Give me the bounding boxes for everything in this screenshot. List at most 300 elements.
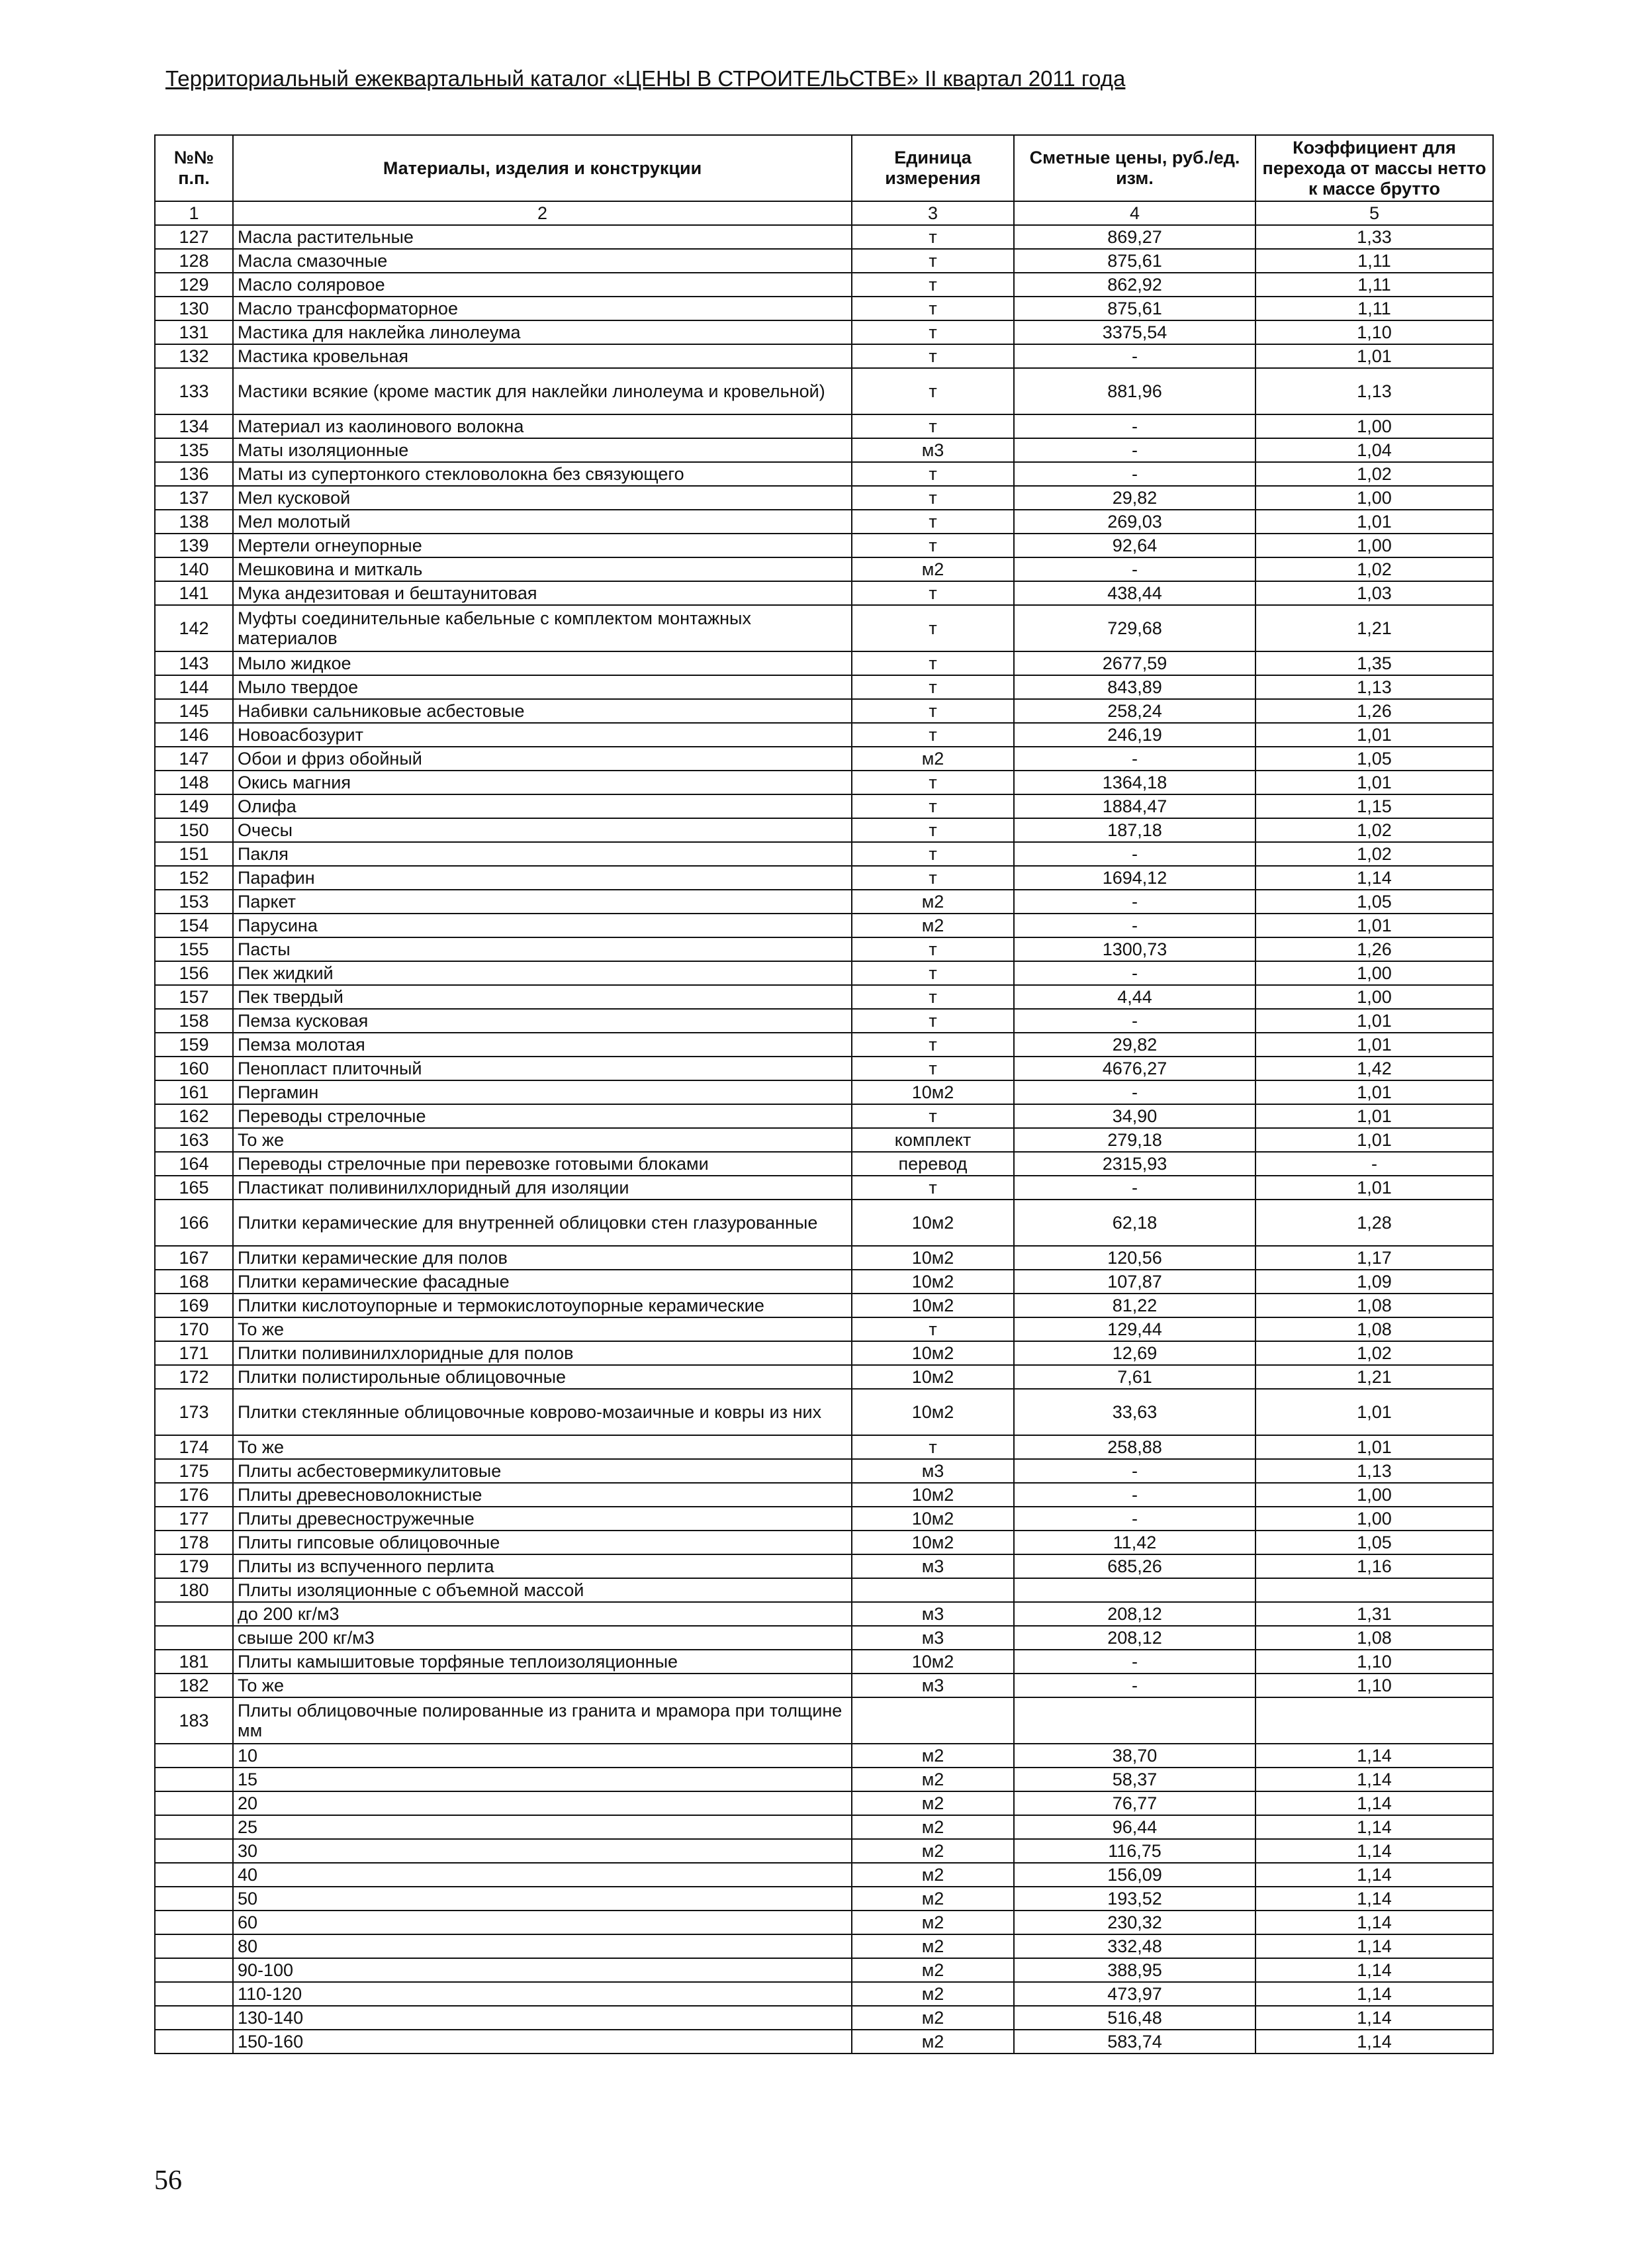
row-number: 162 (155, 1104, 233, 1128)
row-unit: м3 (852, 438, 1014, 462)
table-row (155, 1435, 1493, 1459)
row-coefficient: 1,01 (1255, 1033, 1493, 1057)
table-row (155, 1152, 1493, 1176)
row-price: 33,63 (1014, 1389, 1255, 1435)
row-coefficient: 1,09 (1255, 1270, 1493, 1294)
table-row (155, 249, 1493, 273)
row-price: 230,32 (1014, 1911, 1255, 1934)
row-material-name: Материал из каолинового волокна (233, 414, 852, 438)
table-row (155, 914, 1493, 937)
row-price: 76,77 (1014, 1791, 1255, 1815)
row-unit: м2 (852, 1863, 1014, 1887)
row-material-name: Плитки стеклянные облицовочные коврово-мозаичные и ковры из них (233, 1389, 852, 1435)
row-coefficient: 1,02 (1255, 462, 1493, 486)
row-material-name: Плиты облицовочные полированные из гранита и мрамора при толщине мм (233, 1697, 852, 1744)
row-material-name: Маты изоляционные (233, 438, 852, 462)
col-number: 3 (852, 201, 1014, 225)
row-number: 143 (155, 651, 233, 675)
row-coefficient: 1,13 (1255, 675, 1493, 699)
row-number: 156 (155, 961, 233, 985)
row-coefficient: 1,11 (1255, 273, 1493, 297)
row-number: 183 (155, 1697, 233, 1744)
row-price: 2677,59 (1014, 651, 1255, 675)
row-price: 1300,73 (1014, 937, 1255, 961)
row-unit: т (852, 1317, 1014, 1341)
row-material-name: Масла растительные (233, 225, 852, 249)
row-coefficient: 1,21 (1255, 1365, 1493, 1389)
row-material-name: Пек жидкий (233, 961, 852, 985)
table-row (155, 1080, 1493, 1104)
row-unit: 10м2 (852, 1080, 1014, 1104)
row-number: 141 (155, 581, 233, 605)
row-unit: т (852, 842, 1014, 866)
row-price: 862,92 (1014, 273, 1255, 297)
row-material-name: Олифа (233, 794, 852, 818)
table-row (155, 1483, 1493, 1507)
row-number: 137 (155, 486, 233, 510)
table-row (155, 890, 1493, 914)
row-number: 167 (155, 1246, 233, 1270)
row-number: 166 (155, 1200, 233, 1246)
table-row (155, 1104, 1493, 1128)
row-unit: т (852, 675, 1014, 699)
row-material-name: Плитки полистирольные облицовочные (233, 1365, 852, 1389)
row-unit: т (852, 818, 1014, 842)
row-material-name: до 200 кг/м3 (233, 1602, 852, 1626)
row-unit: т (852, 1033, 1014, 1057)
row-coefficient: 1,00 (1255, 961, 1493, 985)
table-body (155, 225, 1493, 2054)
row-coefficient: 1,01 (1255, 1009, 1493, 1033)
row-coefficient: 1,04 (1255, 438, 1493, 462)
row-material-name: То же (233, 1128, 852, 1152)
row-number (155, 1744, 233, 1768)
row-number: 168 (155, 1270, 233, 1294)
row-coefficient: 1,03 (1255, 581, 1493, 605)
table-row (155, 1674, 1493, 1697)
row-number: 161 (155, 1080, 233, 1104)
table-row (155, 225, 1493, 249)
row-material-name: Плиты древесноволокнистые (233, 1483, 852, 1507)
row-coefficient: 1,00 (1255, 1507, 1493, 1531)
row-price: 583,74 (1014, 2030, 1255, 2054)
row-material-name: Мастика для наклейка линолеума (233, 320, 852, 344)
row-price: - (1014, 1009, 1255, 1033)
page-header: Территориальный ежеквартальный каталог «ЦЕНЫ В СТРОИТЕЛЬСТВЕ» II квартал 2011 года (165, 66, 1126, 91)
table-row (155, 414, 1493, 438)
row-unit (852, 1697, 1014, 1744)
row-price: 279,18 (1014, 1128, 1255, 1152)
row-price: - (1014, 747, 1255, 771)
row-number (155, 1839, 233, 1863)
row-price: - (1014, 1459, 1255, 1483)
row-coefficient: 1,14 (1255, 2030, 1493, 2054)
row-material-name: Мертели огнеупорные (233, 534, 852, 557)
row-coefficient: 1,02 (1255, 1341, 1493, 1365)
row-price: 3375,54 (1014, 320, 1255, 344)
row-unit: т (852, 961, 1014, 985)
row-material-name: 150-160 (233, 2030, 852, 2054)
row-unit: 10м2 (852, 1365, 1014, 1389)
row-material-name: 25 (233, 1815, 852, 1839)
row-number: 136 (155, 462, 233, 486)
row-coefficient: 1,14 (1255, 2006, 1493, 2030)
row-unit: м2 (852, 557, 1014, 581)
row-unit: т (852, 225, 1014, 249)
row-price: 58,37 (1014, 1768, 1255, 1791)
row-number: 157 (155, 985, 233, 1009)
table-row (155, 1768, 1493, 1791)
row-coefficient: 1,05 (1255, 1531, 1493, 1554)
row-unit: м2 (852, 1958, 1014, 1982)
table-row (155, 1982, 1493, 2006)
row-number (155, 1863, 233, 1887)
row-number: 159 (155, 1033, 233, 1057)
row-price: - (1014, 438, 1255, 462)
row-price: - (1014, 842, 1255, 866)
table-row (155, 1863, 1493, 1887)
row-coefficient: 1,14 (1255, 1839, 1493, 1863)
table-row (155, 1246, 1493, 1270)
table-row (155, 842, 1493, 866)
row-material-name: То же (233, 1435, 852, 1459)
row-price: 516,48 (1014, 2006, 1255, 2030)
row-coefficient: 1,01 (1255, 1176, 1493, 1200)
row-material-name: Очесы (233, 818, 852, 842)
row-coefficient: 1,14 (1255, 1887, 1493, 1911)
row-material-name: Плиты древесностружечные (233, 1507, 852, 1531)
price-table (154, 134, 1494, 2054)
row-unit: т (852, 1176, 1014, 1200)
row-material-name: Плиты гипсовые облицовочные (233, 1531, 852, 1554)
row-price: 388,95 (1014, 1958, 1255, 1982)
row-material-name: Масла смазочные (233, 249, 852, 273)
table-row (155, 1958, 1493, 1982)
table-row (155, 273, 1493, 297)
col-number: 2 (233, 201, 852, 225)
row-number: 147 (155, 747, 233, 771)
row-coefficient: 1,01 (1255, 771, 1493, 794)
row-coefficient: 1,10 (1255, 1650, 1493, 1674)
table-row (155, 1365, 1493, 1389)
row-unit: м2 (852, 1744, 1014, 1768)
row-number: 174 (155, 1435, 233, 1459)
row-number: 178 (155, 1531, 233, 1554)
row-material-name: 30 (233, 1839, 852, 1863)
row-price: - (1014, 1483, 1255, 1507)
row-price: 246,19 (1014, 723, 1255, 747)
row-unit: т (852, 297, 1014, 320)
table-row (155, 534, 1493, 557)
row-material-name: Плитки керамические для внутренней облицовки стен глазурованные (233, 1200, 852, 1246)
row-unit: 10м2 (852, 1650, 1014, 1674)
row-coefficient: 1,13 (1255, 368, 1493, 414)
row-coefficient: 1,16 (1255, 1554, 1493, 1578)
row-material-name: Плиты асбестовермикулитовые (233, 1459, 852, 1483)
row-number: 140 (155, 557, 233, 581)
row-unit: т (852, 699, 1014, 723)
row-price: - (1014, 1650, 1255, 1674)
table-row (155, 675, 1493, 699)
row-unit: т (852, 249, 1014, 273)
row-number: 134 (155, 414, 233, 438)
row-number: 171 (155, 1341, 233, 1365)
table-row (155, 297, 1493, 320)
row-material-name: Парафин (233, 866, 852, 890)
row-unit: м2 (852, 1911, 1014, 1934)
row-material-name: Масло соляровое (233, 273, 852, 297)
row-price: 156,09 (1014, 1863, 1255, 1887)
row-unit: м3 (852, 1602, 1014, 1626)
row-number: 154 (155, 914, 233, 937)
row-material-name: Пенопласт плиточный (233, 1057, 852, 1080)
row-price: 129,44 (1014, 1317, 1255, 1341)
row-material-name: Набивки сальниковые асбестовые (233, 699, 852, 723)
row-coefficient: 1,05 (1255, 747, 1493, 771)
row-price (1014, 1578, 1255, 1602)
row-number: 152 (155, 866, 233, 890)
row-material-name: Новоасбозурит (233, 723, 852, 747)
row-price: 38,70 (1014, 1744, 1255, 1768)
row-coefficient: - (1255, 1152, 1493, 1176)
row-coefficient: 1,15 (1255, 794, 1493, 818)
row-coefficient: 1,02 (1255, 818, 1493, 842)
row-number: 130 (155, 297, 233, 320)
row-coefficient: 1,14 (1255, 1791, 1493, 1815)
col-header-unit: Единица измерения (852, 135, 1014, 201)
row-material-name: Окись магния (233, 771, 852, 794)
row-number: 165 (155, 1176, 233, 1200)
row-unit: м2 (852, 1934, 1014, 1958)
col-header-price: Сметные цены, руб./ед. изм. (1014, 135, 1255, 201)
row-number: 182 (155, 1674, 233, 1697)
row-material-name: 20 (233, 1791, 852, 1815)
row-material-name: Переводы стрелочные (233, 1104, 852, 1128)
row-price: 875,61 (1014, 249, 1255, 273)
row-coefficient: 1,10 (1255, 320, 1493, 344)
table-row (155, 510, 1493, 534)
row-material-name: 110-120 (233, 1982, 852, 2006)
row-number: 144 (155, 675, 233, 699)
table-row (155, 486, 1493, 510)
row-material-name: Муфты соединительные кабельные с комплектом монтажных материалов (233, 605, 852, 651)
row-material-name: Мыло жидкое (233, 651, 852, 675)
row-coefficient: 1,14 (1255, 1982, 1493, 2006)
row-number: 158 (155, 1009, 233, 1033)
row-coefficient: 1,01 (1255, 1435, 1493, 1459)
row-material-name: Масло трансформаторное (233, 297, 852, 320)
row-unit: т (852, 486, 1014, 510)
row-price: 29,82 (1014, 1033, 1255, 1057)
row-number (155, 1887, 233, 1911)
table-row (155, 1317, 1493, 1341)
col-header-num: №№ п.п. (155, 135, 233, 201)
row-coefficient: 1,08 (1255, 1626, 1493, 1650)
row-coefficient: 1,17 (1255, 1246, 1493, 1270)
row-unit: 10м2 (852, 1200, 1014, 1246)
row-coefficient: 1,00 (1255, 414, 1493, 438)
row-unit: м2 (852, 747, 1014, 771)
row-price: 843,89 (1014, 675, 1255, 699)
row-unit: 10м2 (852, 1294, 1014, 1317)
row-number: 155 (155, 937, 233, 961)
row-unit: т (852, 534, 1014, 557)
row-coefficient: 1,14 (1255, 866, 1493, 890)
table-row (155, 1057, 1493, 1080)
table-row (155, 1602, 1493, 1626)
row-unit: 10м2 (852, 1246, 1014, 1270)
row-price: - (1014, 557, 1255, 581)
row-price: - (1014, 344, 1255, 368)
row-price: 81,22 (1014, 1294, 1255, 1317)
row-number: 164 (155, 1152, 233, 1176)
row-material-name: Плиты из вспученного перлита (233, 1554, 852, 1578)
row-unit: м2 (852, 914, 1014, 937)
row-price: - (1014, 1176, 1255, 1200)
table-row (155, 1554, 1493, 1578)
table-row (155, 2030, 1493, 2054)
table-row (155, 1887, 1493, 1911)
row-number: 176 (155, 1483, 233, 1507)
row-unit: 10м2 (852, 1270, 1014, 1294)
row-coefficient: 1,14 (1255, 1815, 1493, 1839)
row-unit: т (852, 605, 1014, 651)
row-unit: т (852, 866, 1014, 890)
row-unit: т (852, 794, 1014, 818)
row-unit: м2 (852, 1768, 1014, 1791)
col-number: 5 (1255, 201, 1493, 225)
row-material-name: То же (233, 1674, 852, 1697)
row-price: 1884,47 (1014, 794, 1255, 818)
row-price: 12,69 (1014, 1341, 1255, 1365)
table-row (155, 1626, 1493, 1650)
row-number: 148 (155, 771, 233, 794)
table-row (155, 1294, 1493, 1317)
row-coefficient: 1,13 (1255, 1459, 1493, 1483)
row-price: 29,82 (1014, 486, 1255, 510)
row-coefficient: 1,01 (1255, 1104, 1493, 1128)
table-row (155, 1650, 1493, 1674)
row-material-name: Мел молотый (233, 510, 852, 534)
row-unit: м2 (852, 2030, 1014, 2054)
row-unit: т (852, 273, 1014, 297)
row-coefficient: 1,42 (1255, 1057, 1493, 1080)
row-unit: м3 (852, 1674, 1014, 1697)
table-row (155, 723, 1493, 747)
row-price: 208,12 (1014, 1626, 1255, 1650)
row-number: 149 (155, 794, 233, 818)
row-material-name: Пластикат поливинилхлоридный для изоляции (233, 1176, 852, 1200)
table-row (155, 557, 1493, 581)
row-price: - (1014, 1507, 1255, 1531)
row-number: 129 (155, 273, 233, 297)
row-coefficient: 1,28 (1255, 1200, 1493, 1246)
row-price: 193,52 (1014, 1887, 1255, 1911)
table-row (155, 1200, 1493, 1246)
row-number: 150 (155, 818, 233, 842)
table-row (155, 961, 1493, 985)
row-price: - (1014, 414, 1255, 438)
row-unit: м2 (852, 1839, 1014, 1863)
row-unit: м2 (852, 2006, 1014, 2030)
row-number: 139 (155, 534, 233, 557)
row-coefficient: 1,01 (1255, 723, 1493, 747)
row-unit: м2 (852, 1791, 1014, 1815)
row-material-name: Пемза кусковая (233, 1009, 852, 1033)
table-row (155, 651, 1493, 675)
row-unit (852, 1578, 1014, 1602)
table-row (155, 1697, 1493, 1744)
row-material-name: Мастики всякие (кроме мастик для наклейки линолеума и кровельной) (233, 368, 852, 414)
row-price: 473,97 (1014, 1982, 1255, 2006)
row-number: 133 (155, 368, 233, 414)
row-number: 169 (155, 1294, 233, 1317)
row-coefficient: 1,00 (1255, 1483, 1493, 1507)
row-coefficient: 1,00 (1255, 486, 1493, 510)
row-coefficient: 1,14 (1255, 1863, 1493, 1887)
table-row (155, 1176, 1493, 1200)
row-price: 685,26 (1014, 1554, 1255, 1578)
row-unit: т (852, 1104, 1014, 1128)
table-row (155, 1911, 1493, 1934)
row-coefficient: 1,31 (1255, 1602, 1493, 1626)
row-coefficient: 1,00 (1255, 985, 1493, 1009)
row-unit: т (852, 723, 1014, 747)
row-coefficient: 1,33 (1255, 225, 1493, 249)
row-coefficient: 1,01 (1255, 914, 1493, 937)
table-row (155, 605, 1493, 651)
table-row (155, 438, 1493, 462)
row-unit: м3 (852, 1459, 1014, 1483)
column-number-row (155, 201, 1493, 225)
table-row (155, 794, 1493, 818)
table-row (155, 1009, 1493, 1033)
table-row (155, 1744, 1493, 1768)
row-unit: т (852, 985, 1014, 1009)
row-number (155, 2006, 233, 2030)
row-price: 120,56 (1014, 1246, 1255, 1270)
table-row (155, 1839, 1493, 1863)
row-unit: т (852, 581, 1014, 605)
row-material-name: Парусина (233, 914, 852, 937)
row-price: 258,88 (1014, 1435, 1255, 1459)
table-row (155, 771, 1493, 794)
row-coefficient: 1,02 (1255, 842, 1493, 866)
row-material-name: Плиты камышитовые торфяные теплоизоляционные (233, 1650, 852, 1674)
row-coefficient: 1,01 (1255, 344, 1493, 368)
row-price: 438,44 (1014, 581, 1255, 605)
row-unit: комплект (852, 1128, 1014, 1152)
row-unit: т (852, 510, 1014, 534)
row-material-name: Плитки кислотоупорные и термокислотоупорные керамические (233, 1294, 852, 1317)
row-unit: 10м2 (852, 1531, 1014, 1554)
row-number (155, 1768, 233, 1791)
row-unit: м3 (852, 1554, 1014, 1578)
row-price: 729,68 (1014, 605, 1255, 651)
row-coefficient (1255, 1578, 1493, 1602)
table-row (155, 866, 1493, 890)
table-row (155, 344, 1493, 368)
row-material-name: Пергамин (233, 1080, 852, 1104)
row-number: 127 (155, 225, 233, 249)
row-material-name: Плитки поливинилхлоридные для полов (233, 1341, 852, 1365)
table-header-row (155, 135, 1493, 201)
table-row (155, 1033, 1493, 1057)
row-material-name: Обои и фриз обойный (233, 747, 852, 771)
row-price: 92,64 (1014, 534, 1255, 557)
row-unit: м2 (852, 1982, 1014, 2006)
row-number: 135 (155, 438, 233, 462)
